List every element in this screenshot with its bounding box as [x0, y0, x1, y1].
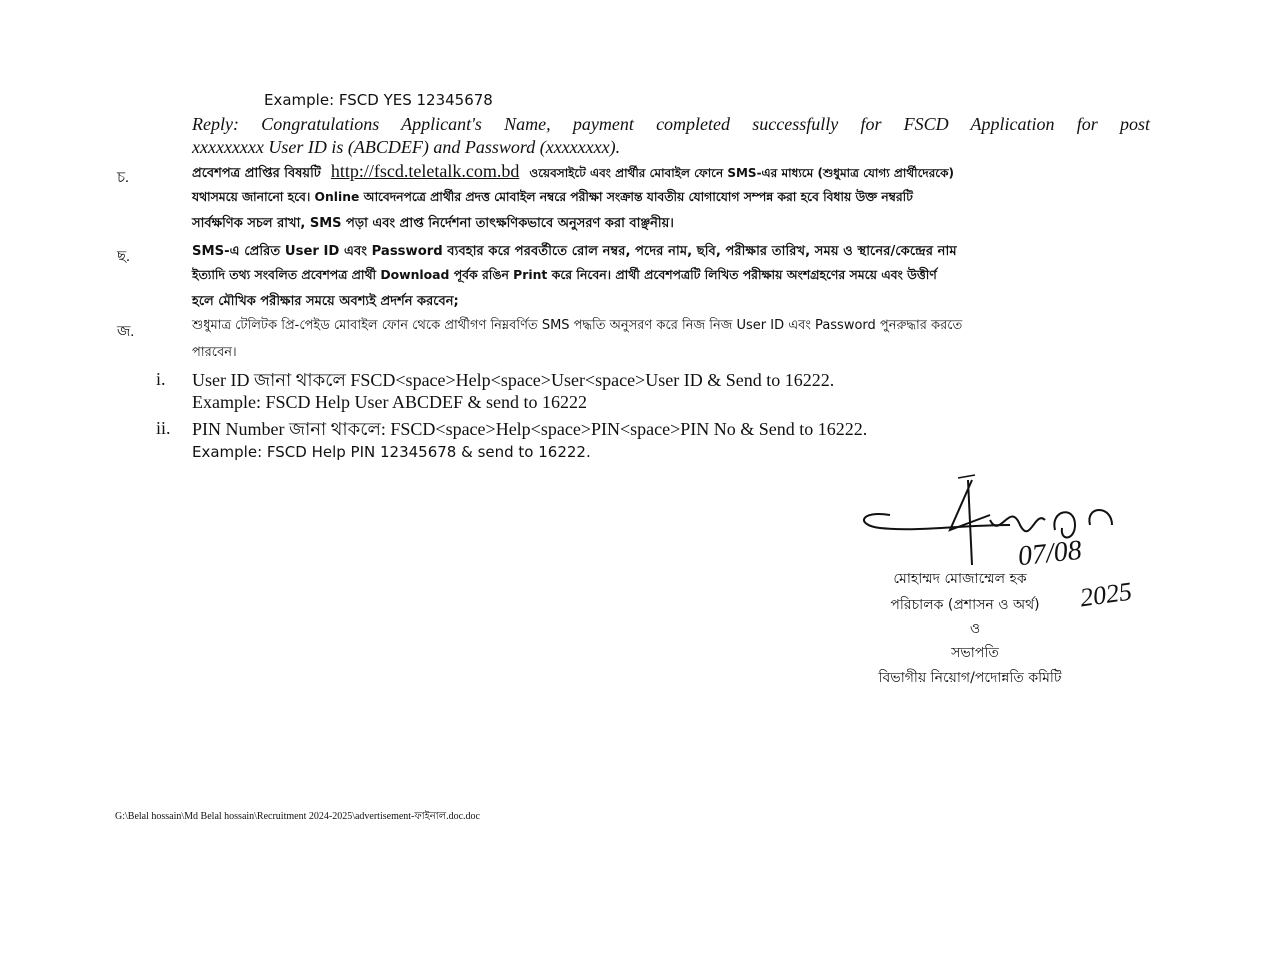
handwritten-date-2: 2025 — [1078, 576, 1134, 613]
item-marker-2: ii. — [156, 418, 171, 438]
footer-file-path: G:\Belal hossain\Md Belal hossain\Recruitment 2024-2025\advertisement-ফাইনাল.doc.doc — [115, 811, 480, 822]
item-marker-1: i. — [156, 369, 166, 389]
section-label-ja: জ. — [117, 324, 135, 340]
top-example: Example: FSCD YES 12345678 — [264, 91, 493, 109]
chha-line-3: হলে মৌখিক পরীক্ষার সময়ে অবশ্যই প্রদর্শন করবেন; — [192, 294, 459, 309]
teletalk-link[interactable]: http://fscd.teletalk.com.bd — [330, 161, 520, 181]
section-label-chha: ছ. — [117, 249, 130, 265]
signatory-name: মোহাম্মদ মোজাম্মেল হক — [893, 571, 1027, 587]
reply-line-2: xxxxxxxxx User ID is (ABCDEF) and Password (xxxxxxxx). — [192, 137, 621, 157]
cha-line-2: যথাসময়ে জানানো হবে। Online আবেদনপত্রে প্রার্থীর প্রদত্ত মোবাইল নম্বরে পরীক্ষা সংক্রান্ত যাবতীয় যোগাযোগ সম্পন্ন করা হবে বিধায় উক্ত নম্বরটি — [192, 190, 913, 204]
committee-name: বিভাগীয় নিয়োগ/পদোন্নতি কমিটি — [878, 670, 1062, 686]
cha-line-3: সার্বক্ষণিক সচল রাখা, SMS পড়া এবং প্রাপ্ত নির্দেশনা তাৎক্ষণিকভাবে অনুসরণ করা বাঞ্ছনীয়। — [192, 216, 674, 231]
reply-line-1: Reply: Congratulations Applicant's Name, payment completed successfully for FSCD Application for post — [192, 114, 1150, 134]
handwritten-date-1: 07/08 — [1016, 534, 1084, 573]
ja-line-1: শুধুমাত্র টেলিটক প্রি-পেইড মোবাইল ফোন থেকে প্রার্থীগণ নিম্নবর্ণিত SMS পদ্ধতি অনুসরণ করে নিজ নিজ User ID এবং Password পুনরুদ্ধার করতে — [192, 318, 963, 333]
signatory-conjunction: ও — [969, 621, 981, 637]
cha-line-1-b: ওয়েবসাইটে এবং প্রার্থীর মোবাইল ফোনে SMS-এর মাধ্যমে (শুধুমাত্র যোগ্য প্রার্থীদেরকে) — [529, 166, 955, 180]
chha-line-1: SMS-এ প্রেরিত User ID এবং Password ব্যবহার করে পরবর্তীতে রোল নম্বর, পদের নাম, ছবি, পরীক্ষার তারিখ, সময় ও স্থানের/কেন্দ্রের নাম — [192, 244, 957, 259]
signatory-designation: পরিচালক (প্রশাসন ও অর্থ) — [890, 597, 1040, 613]
signatory-role: সভাপতি — [951, 645, 999, 661]
section-label-cha: চ. — [117, 170, 129, 186]
cha-line-1-a: প্রবেশপত্র প্রাপ্তির বিষয়টি — [192, 166, 321, 181]
item-example-2: Example: FSCD Help PIN 12345678 & send to 16222. — [192, 443, 591, 461]
chha-line-2: ইত্যাদি তথ্য সংবলিত প্রবেশপত্র প্রার্থী Download পূর্বক রঙিন Print করে নিবেন। প্রার্থী প্রবেশপত্রটি লিখিত পরীক্ষায় অংশগ্রহণের সময়ে এবং উত্তীর্ণ — [192, 267, 937, 282]
ja-line-2: পারবেন। — [192, 345, 237, 360]
cha-line-1 — [192, 161, 1150, 185]
item-example-1: Example: FSCD Help User ABCDEF & send to 16222 — [192, 392, 587, 412]
item-text-2: PIN Number জানা থাকলে: FSCD<space>Help<space>PIN<space>PIN No & Send to 16222. — [192, 419, 868, 439]
item-text-1: User ID জানা থাকলে FSCD<space>Help<space>User<space>User ID & Send to 16222. — [192, 370, 835, 390]
